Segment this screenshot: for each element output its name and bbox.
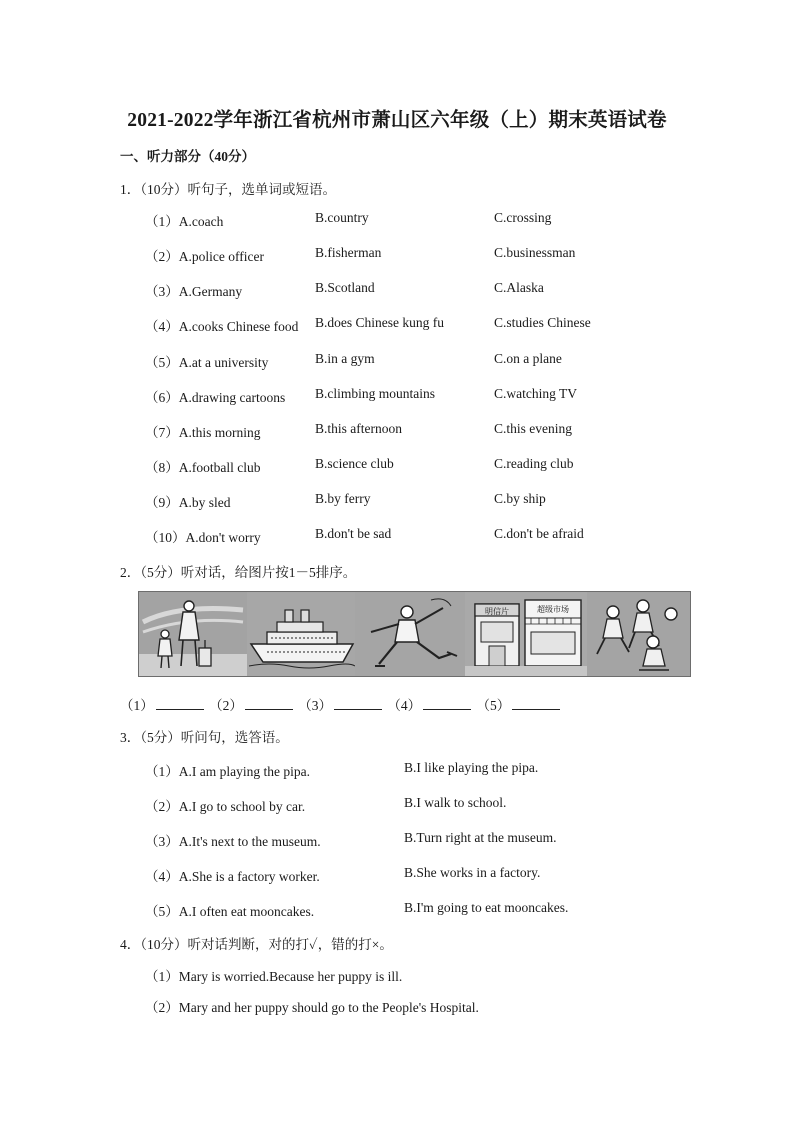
option-b: B.this afternoon (315, 421, 402, 436)
blank-label: （1） (120, 698, 154, 713)
option-a: （1）A.coach (145, 214, 224, 229)
answer-blank-2[interactable] (245, 696, 293, 710)
option-a: （2）A.police officer (145, 249, 264, 264)
option-c: C.this evening (494, 421, 572, 436)
question-3-stem: 3．（5分）听问句，选答语。 (120, 730, 289, 745)
blank-label: （2） (209, 698, 243, 713)
option-a: （2）A.I go to school by car. (145, 799, 306, 814)
option-a: （7）A.this morning (145, 425, 261, 440)
option-a: （1）A.I am playing the pipa. (145, 764, 310, 779)
answer-blank-1[interactable] (156, 696, 204, 710)
option-c: C.by ship (494, 491, 546, 506)
option-c: C.reading club (494, 456, 574, 471)
answer-blank-3[interactable] (334, 696, 382, 710)
option-b: B.fisherman (315, 245, 382, 260)
option-a: （5）A.I often eat mooncakes. (145, 904, 315, 919)
option-a: （3）A.Germany (145, 284, 243, 299)
option-a: （8）A.football club (145, 460, 261, 475)
option-b: B.don't be sad (315, 526, 392, 541)
option-a: （10）A.don't worry (145, 530, 261, 545)
section-heading: 一、听力部分（40分） (120, 149, 255, 164)
supermarket-sign: 超级市场 (537, 605, 569, 614)
option-b: B.I like playing the pipa. (404, 760, 539, 775)
option-c: C.on a plane (494, 351, 562, 366)
option-b: B.I'm going to eat mooncakes. (404, 900, 569, 915)
q4-item: （1）Mary is worried.Because her puppy is ill. (145, 969, 403, 984)
blank-label: （3） (298, 698, 332, 713)
option-c: C.studies Chinese (494, 315, 591, 330)
option-a: （3）A.It's next to the museum. (145, 834, 321, 849)
picture-strip (138, 591, 691, 677)
question-1-stem: 1．（10分）听句子，选单词或短语。 (120, 182, 336, 197)
option-b: B.climbing mountains (315, 386, 435, 401)
blank-label: （5） (476, 698, 511, 713)
option-a: （6）A.drawing cartoons (145, 390, 286, 405)
travelers-picture (139, 592, 247, 676)
option-b: B.country (315, 210, 369, 225)
question-4-stem: 4．（10分）听对话判断，对的打✓，错的打×。 (120, 937, 393, 952)
option-c: C.businessman (494, 245, 576, 260)
option-b: B.does Chinese kung fu (315, 315, 444, 330)
shop-picture (465, 592, 587, 676)
answer-blank-5[interactable] (512, 696, 560, 710)
option-b: B.by ferry (315, 491, 371, 506)
option-b: B.science club (315, 456, 394, 471)
option-a: （4）A.She is a factory worker. (145, 869, 320, 884)
option-b: B.I walk to school. (404, 795, 507, 810)
option-c: C.crossing (494, 210, 552, 225)
answer-blank-4[interactable] (423, 696, 471, 710)
option-a: （5）A.at a university (145, 355, 269, 370)
kung-fu-picture (355, 592, 465, 676)
skating-picture (587, 592, 690, 676)
option-c: C.watching TV (494, 386, 577, 401)
option-a: （4）A.cooks Chinese food (145, 319, 299, 334)
option-b: B.Turn right at the museum. (404, 830, 557, 845)
q4-item: （2）Mary and her puppy should go to the People's Hospital. (145, 1000, 479, 1015)
ship-picture (247, 592, 355, 676)
option-c: C.Alaska (494, 280, 544, 295)
option-a: （9）A.by sled (145, 495, 231, 510)
postcard-shop-sign: 明信片 (485, 607, 509, 616)
blank-label: （4） (387, 698, 422, 713)
page-title: 2021-2022学年浙江省杭州市萧山区六年级（上）期末英语试卷 (127, 110, 667, 131)
option-c: C.don't be afraid (494, 526, 584, 541)
option-b: B.Scotland (315, 280, 375, 295)
option-b: B.in a gym (315, 351, 375, 366)
option-b: B.She works in a factory. (404, 865, 541, 880)
question-2-stem: 2．（5分）听对话，给图片按1－5排序。 (120, 565, 357, 580)
answer-blanks (120, 694, 562, 714)
